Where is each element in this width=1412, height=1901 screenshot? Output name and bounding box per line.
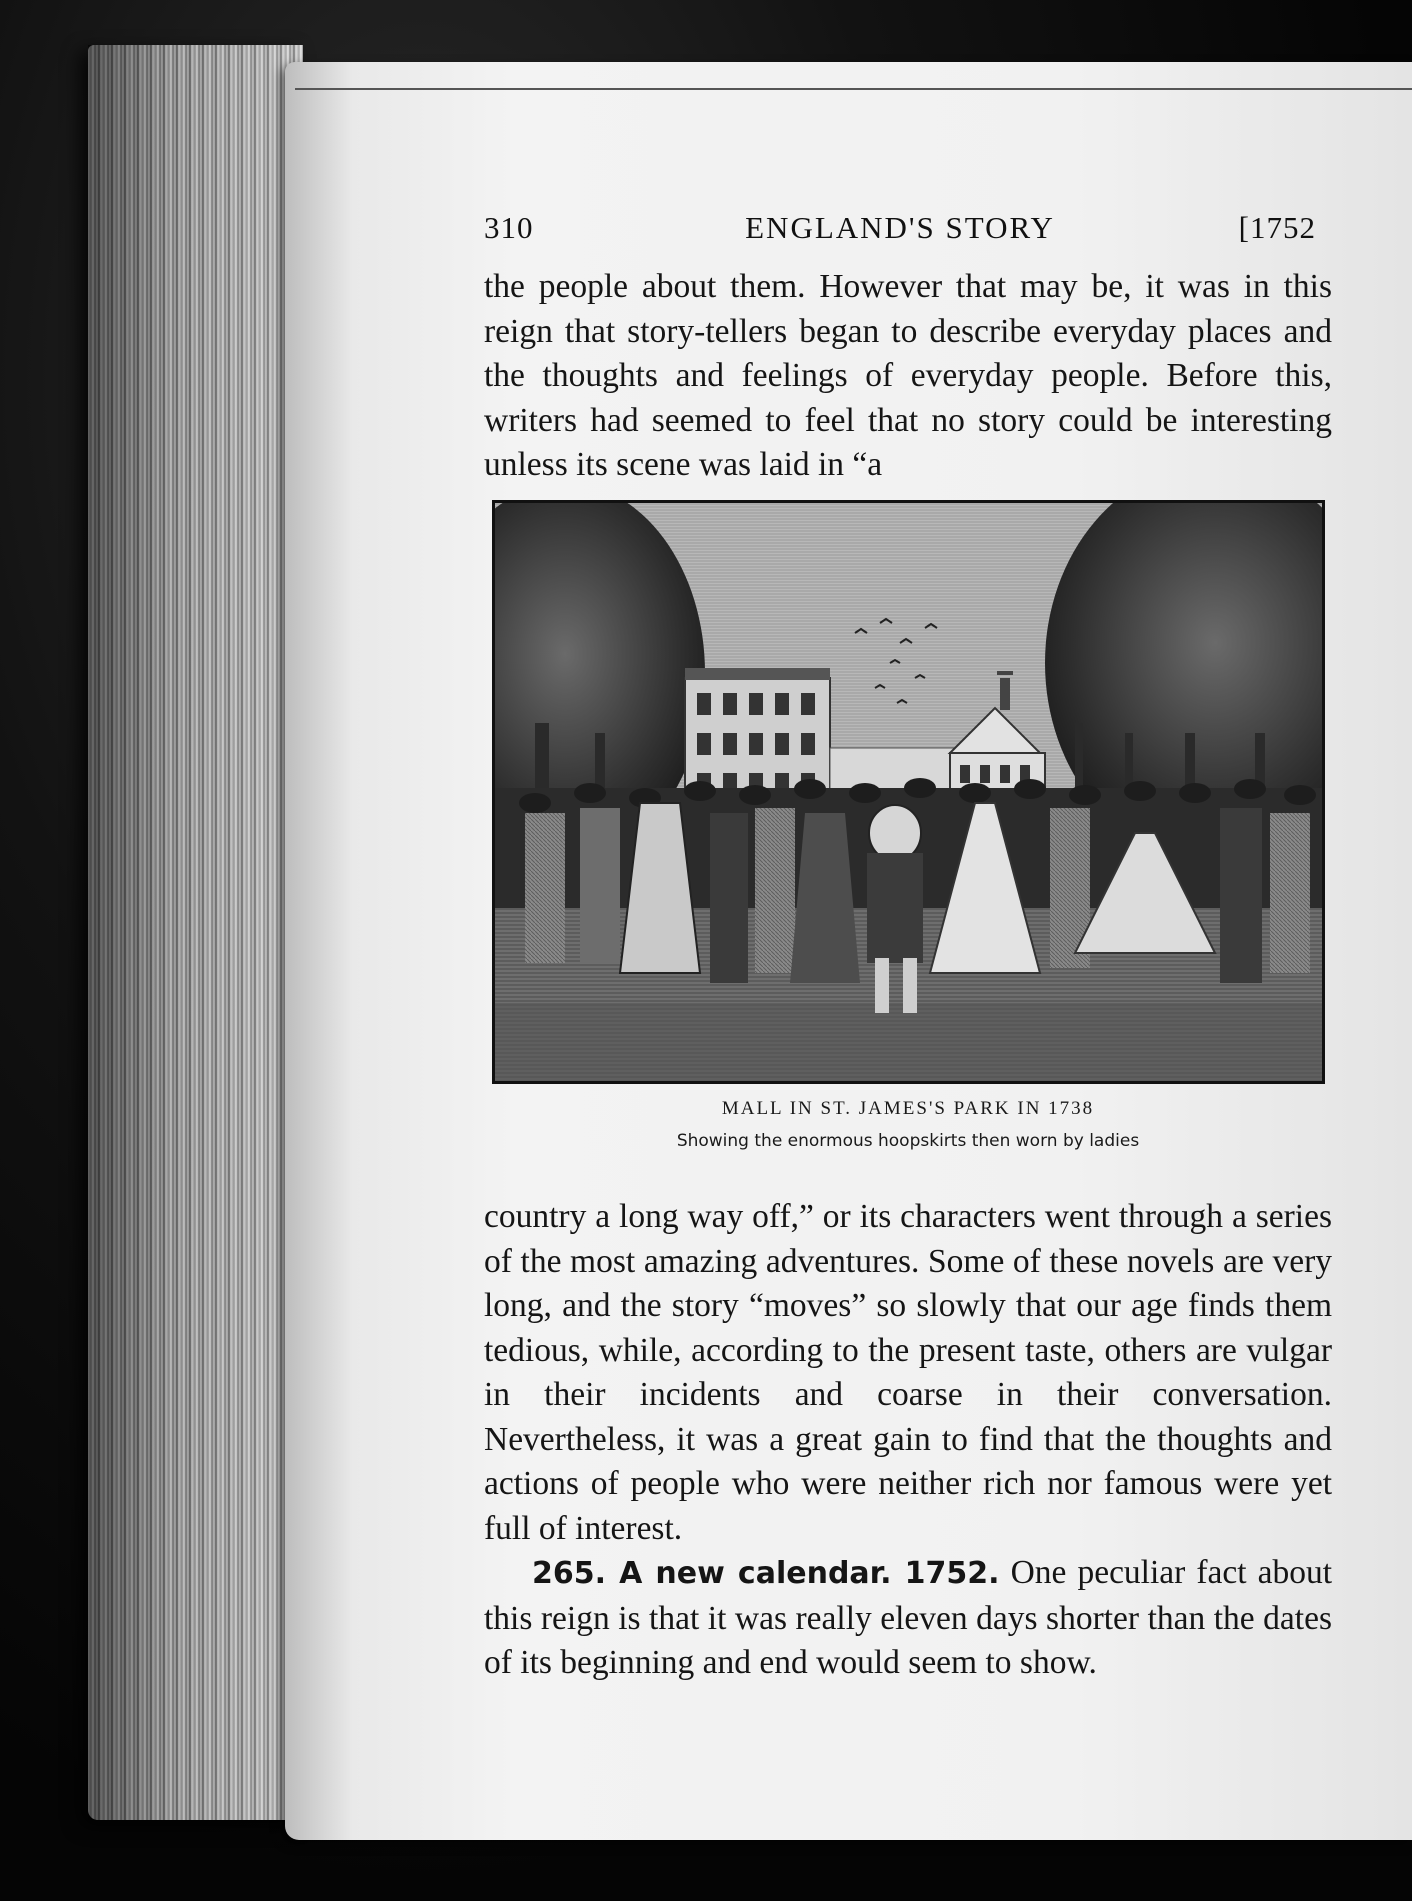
bottom-paragraph (484, 1195, 1332, 1686)
page-edges (88, 45, 303, 1820)
section-text: One peculiar fact about this reign is that it was really eleven days shorter than the dates of its beginning and end would seem to show. (484, 1554, 1332, 1681)
figure-caption-title: MALL IN ST. JAMES'S PARK IN 1738 (721, 1098, 1095, 1119)
bottom-paragraph-text: country a long way off,” or its characters went through a series of the most amazing adventures. Some of these novels are very long, and the story “moves” so slowly that our age finds them tedious, while, according to the present taste, others are vulgar in their incidents and coarse in their conversation. Nevertheless, it was a great gain to find that the thoughts and actions of people who were neither rich nor famous were yet full of interest. (484, 1198, 1332, 1547)
engraving-drawing (495, 503, 1322, 1081)
section-heading: 265. A new calendar. 1752. (532, 1556, 1000, 1591)
top-paragraph (484, 265, 1332, 488)
section-paragraph (484, 1551, 1332, 1686)
engraving-illustration (492, 500, 1325, 1084)
header-year: [1752 (1238, 210, 1316, 245)
running-head (484, 210, 1316, 254)
page-top-rule (295, 88, 1412, 90)
book-title: ENGLAND'S STORY (745, 210, 1055, 245)
page-number: 310 (484, 210, 534, 245)
figure-caption-subtitle: Showing the enormous hoopskirts then worn by ladies (676, 1131, 1140, 1151)
top-paragraph-text: the people about them. However that may be, it was in this reign that story-tellers began to describe everyday places and the thoughts and feelings of everyday people. Before this, writers had seemed to feel that no story could be interesting unless its scene was laid in “a (484, 268, 1332, 483)
